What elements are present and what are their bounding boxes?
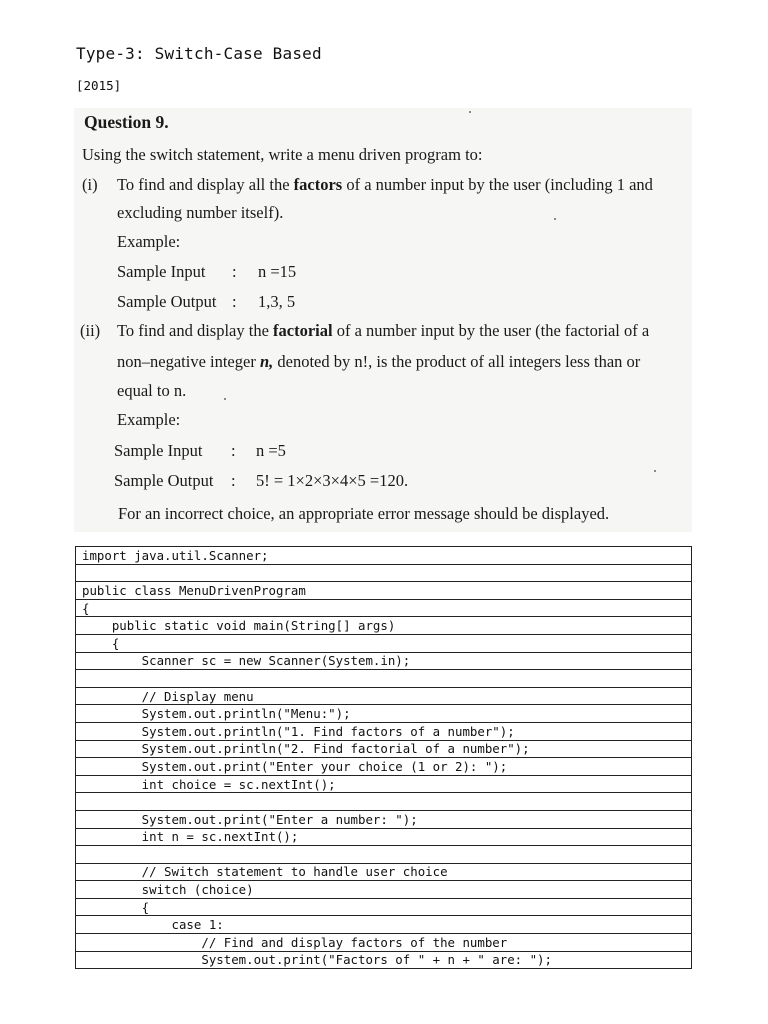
code-row — [76, 634, 692, 652]
code-line — [76, 793, 692, 811]
code-line: switch (choice) — [76, 881, 692, 899]
code-body — [76, 547, 692, 969]
code-line: System.out.print("Enter your choice (1 or 2): "); — [76, 758, 692, 776]
code-line: // Display menu — [76, 687, 692, 705]
code-row — [76, 670, 692, 688]
code-row — [76, 599, 692, 617]
part-2-line-2 — [117, 352, 640, 372]
error-note: For an incorrect choice, an appropriate error message should be displayed. — [118, 504, 610, 523]
code-row — [76, 846, 692, 864]
part-1-example-label: Example: — [117, 232, 181, 251]
code-line: System.out.print("Factors of " + n + " are: "); — [76, 951, 692, 969]
part-1-output-value: 1,3, 5 — [258, 292, 296, 311]
code-row — [76, 934, 692, 952]
part-1-keyword: factors — [293, 175, 343, 194]
part-2-text-a: To find and display the — [117, 321, 274, 340]
year-label: [2015] — [76, 78, 122, 93]
code-line: { — [76, 634, 692, 652]
question-scan — [74, 108, 692, 532]
code-line: case 1: — [76, 916, 692, 934]
part-2-input-label: Sample Input — [114, 441, 203, 460]
part-1-input-label: Sample Input — [117, 262, 206, 281]
code-row — [76, 617, 692, 635]
scan-speck — [554, 218, 556, 220]
part-2-line-1 — [117, 321, 649, 341]
code-row — [76, 547, 692, 565]
part-2-variable-n: n, — [259, 352, 274, 371]
part-2-example-label: Example: — [117, 410, 181, 429]
part-2-output-colon: : — [231, 471, 236, 490]
code-row — [76, 951, 692, 969]
code-line: { — [76, 599, 692, 617]
part-2-input-colon: : — [231, 441, 236, 460]
part-1-output-colon: : — [232, 292, 237, 311]
part-2-text-c1: non–negative integer — [117, 352, 260, 371]
code-line: public class MenuDrivenProgram — [76, 582, 692, 600]
code-table — [75, 546, 692, 969]
code-line: import java.util.Scanner; — [76, 547, 692, 565]
part-2-text-b: of a number input by the user (the factorial of a — [332, 321, 650, 340]
code-row — [76, 564, 692, 582]
code-row — [76, 722, 692, 740]
code-line — [76, 564, 692, 582]
part-1-number: (i) — [82, 175, 98, 194]
code-row — [76, 793, 692, 811]
part-2-input-value: n =5 — [256, 441, 286, 460]
code-line: // Find and display factors of the number — [76, 934, 692, 952]
code-line: int n = sc.nextInt(); — [76, 828, 692, 846]
code-row — [76, 687, 692, 705]
code-line: System.out.print("Enter a number: "); — [76, 810, 692, 828]
code-line: System.out.println("Menu:"); — [76, 705, 692, 723]
page-heading: Type-3: Switch-Case Based — [76, 44, 322, 63]
part-2-line-3: equal to n. — [117, 381, 187, 400]
scan-speck — [654, 470, 656, 472]
part-2-output-label: Sample Output — [114, 471, 214, 490]
question-intro: Using the switch statement, write a menu driven program to: — [82, 145, 483, 164]
part-1-line-1 — [117, 175, 653, 195]
code-line — [76, 670, 692, 688]
code-row — [76, 916, 692, 934]
code-row — [76, 810, 692, 828]
code-line: System.out.println("2. Find factorial of a number"); — [76, 740, 692, 758]
code-line: { — [76, 898, 692, 916]
question-title: Question 9. — [84, 112, 169, 132]
part-2-number: (ii) — [80, 321, 101, 340]
scan-speck — [469, 111, 471, 113]
code-line: public static void main(String[] args) — [76, 617, 692, 635]
code-line — [76, 846, 692, 864]
code-row — [76, 758, 692, 776]
code-row — [76, 705, 692, 723]
code-line: int choice = sc.nextInt(); — [76, 775, 692, 793]
code-row — [76, 582, 692, 600]
part-1-line-2: excluding number itself). — [117, 203, 284, 222]
part-1-input-colon: : — [232, 262, 237, 281]
part-2-text-c2: denoted by n!, is the product of all integers less than or — [273, 352, 641, 371]
code-row — [76, 898, 692, 916]
part-1-text-a: To find and display all the — [117, 175, 294, 194]
part-1-input-value: n =15 — [258, 262, 297, 281]
code-row — [76, 740, 692, 758]
code-row — [76, 863, 692, 881]
code-row — [76, 775, 692, 793]
code-line: System.out.println("1. Find factors of a number"); — [76, 722, 692, 740]
code-row — [76, 828, 692, 846]
part-1-output-label: Sample Output — [117, 292, 217, 311]
code-line: // Switch statement to handle user choice — [76, 863, 692, 881]
code-row — [76, 652, 692, 670]
code-row — [76, 881, 692, 899]
part-1-text-b: of a number input by the user (including 1 and — [342, 175, 653, 194]
scan-speck — [224, 398, 226, 400]
part-2-output-value: 5! = 1×2×3×4×5 =120. — [256, 471, 409, 490]
code-line: Scanner sc = new Scanner(System.in); — [76, 652, 692, 670]
part-2-keyword: factorial — [273, 321, 333, 340]
